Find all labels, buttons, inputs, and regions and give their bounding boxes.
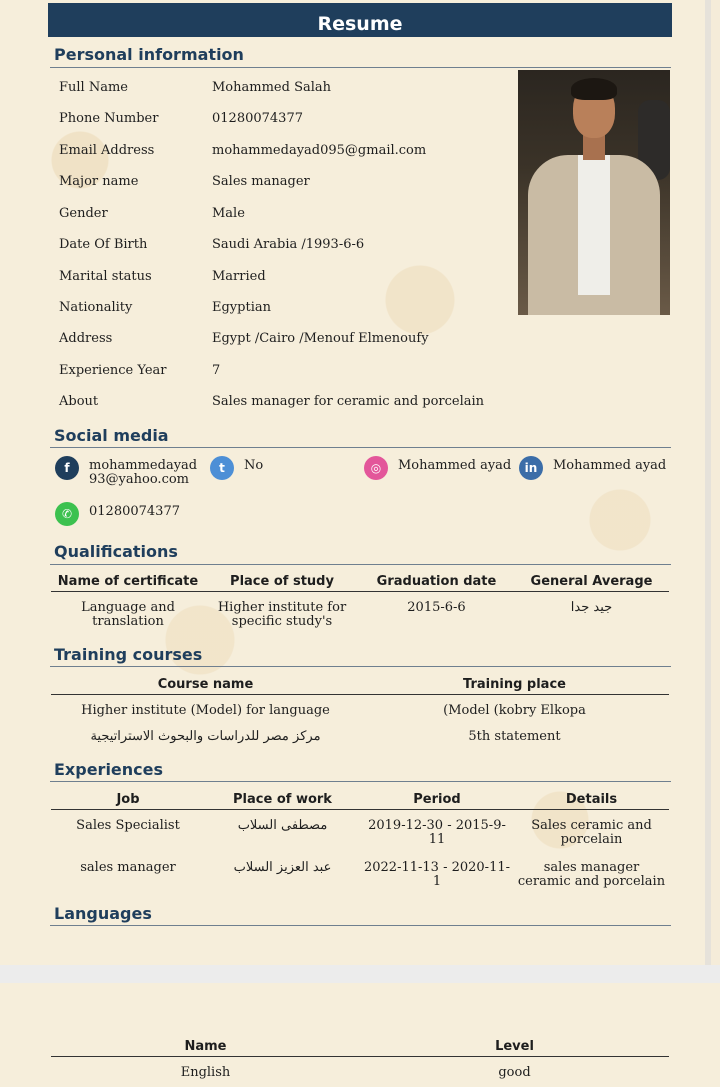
table-cell: Higher institute (Model) for language (81, 703, 330, 718)
table-cell: 2019-12-30 - 2015-9-11 (368, 818, 506, 847)
training-table (51, 675, 669, 744)
field-label: Marital status (59, 269, 152, 284)
field-label: Gender (59, 206, 108, 221)
table-cell: translation (92, 614, 164, 629)
field-label: Address (59, 331, 113, 346)
page-break (0, 965, 720, 983)
table-cell: Sales Specialist (76, 818, 180, 833)
whatsapp-item[interactable] (55, 502, 180, 526)
languages-title: Languages (54, 904, 152, 923)
col-header: Details (514, 790, 669, 810)
table-row (51, 810, 669, 848)
col-header: Job (51, 790, 205, 810)
table-cell: Higher institute for (217, 600, 347, 615)
field-value: 7 (212, 363, 221, 378)
table-cell: مصطفى السلاب (237, 818, 328, 833)
profile-photo (518, 70, 670, 315)
table-cell: 5th statement (468, 729, 561, 744)
col-header: Level (360, 1037, 669, 1057)
table-cell: Language and (81, 600, 175, 615)
twitter-value: No (244, 458, 264, 473)
table-row (51, 718, 669, 744)
mail-icon: f (55, 456, 79, 480)
scrollbar[interactable] (705, 0, 711, 965)
table-cell: good (498, 1065, 531, 1080)
table-cell: جيد جدا (570, 600, 613, 615)
resume-page-2 (0, 983, 720, 1087)
linkedin-icon: in (519, 456, 543, 480)
table-cell: عبد العزيز السلاب (233, 860, 332, 875)
table-cell: English (180, 1065, 231, 1080)
languages-table (51, 1037, 669, 1080)
table-cell: porcelain (560, 832, 623, 847)
instagram-icon: ◎ (364, 456, 388, 480)
linkedin-value: Mohammed ayad (553, 458, 667, 473)
field-value: Mohammed Salah (212, 80, 331, 95)
table-cell: sales manager (543, 860, 640, 875)
twitter-item[interactable] (210, 456, 263, 480)
table-cell: 2022-11-13 - 2020-11-1 (363, 860, 511, 889)
table-cell: specific study's (231, 614, 333, 629)
field-value: Married (212, 269, 266, 284)
field-value: Egypt /Cairo /Menouf Elmenoufy (212, 331, 429, 346)
resume-title: Resume (48, 3, 672, 37)
instagram-item[interactable] (364, 456, 511, 480)
field-label: Date Of Birth (59, 237, 148, 252)
col-header: Training place (360, 675, 669, 695)
field-value: Saudi Arabia /1993-6-6 (212, 237, 365, 252)
field-label: About (59, 394, 99, 409)
experiences-table (51, 790, 669, 889)
twitter-icon: t (210, 456, 234, 480)
field-label: Full Name (59, 80, 128, 95)
divider (50, 447, 671, 448)
table-row (51, 592, 669, 630)
divider (50, 564, 671, 565)
field-label: Phone Number (59, 111, 159, 126)
field-value: mohammedayad095@gmail.com (212, 143, 427, 158)
table-row (51, 695, 669, 719)
divider (50, 67, 671, 68)
field-value: Egyptian (212, 300, 271, 315)
col-header: Graduation date (359, 572, 514, 592)
personal-info-title: Personal information (54, 45, 244, 64)
table-cell: (Model (kobry Elkopa (443, 703, 586, 718)
field-label: Email Address (59, 143, 155, 158)
field-value: Male (212, 206, 245, 221)
yahoo-line1: mohammedayad (89, 458, 198, 473)
divider (50, 781, 671, 782)
table-row (51, 847, 669, 889)
col-header: Place of study (205, 572, 359, 592)
table-cell: sales manager (80, 860, 176, 875)
col-header: Name (51, 1037, 360, 1057)
linkedin-item[interactable] (519, 456, 666, 480)
col-header: Course name (51, 675, 360, 695)
divider (50, 925, 671, 926)
table-cell: مركز مصر للدراسات والبحوث الاستراتيجية (90, 729, 321, 744)
field-value: 01280074377 (212, 111, 303, 126)
table-cell: ceramic and porcelain (517, 874, 666, 889)
col-header: General Average (514, 572, 669, 592)
table-cell: 2015-6-6 (407, 600, 466, 615)
field-label: Experience Year (59, 363, 167, 378)
table-row (51, 1057, 669, 1081)
yahoo-line2: 93@yahoo.com (89, 472, 190, 487)
field-label: Major name (59, 174, 139, 189)
qualifications-title: Qualifications (54, 542, 178, 561)
divider (50, 666, 671, 667)
col-header: Place of work (205, 790, 360, 810)
field-value: Sales manager (212, 174, 310, 189)
yahoo-mail-item[interactable] (55, 456, 197, 487)
field-label: Nationality (59, 300, 133, 315)
col-header: Period (360, 790, 514, 810)
whatsapp-icon: ✆ (55, 502, 79, 526)
col-header: Name of certificate (51, 572, 205, 592)
social-media-title: Social media (54, 426, 169, 445)
training-title: Training courses (54, 645, 203, 664)
instagram-value: Mohammed ayad (398, 458, 512, 473)
field-value: Sales manager for ceramic and porcelain (212, 394, 485, 409)
experiences-title: Experiences (54, 760, 164, 779)
qualifications-table (51, 572, 669, 629)
whatsapp-value: 01280074377 (89, 504, 180, 519)
table-cell: Sales ceramic and (531, 818, 652, 833)
